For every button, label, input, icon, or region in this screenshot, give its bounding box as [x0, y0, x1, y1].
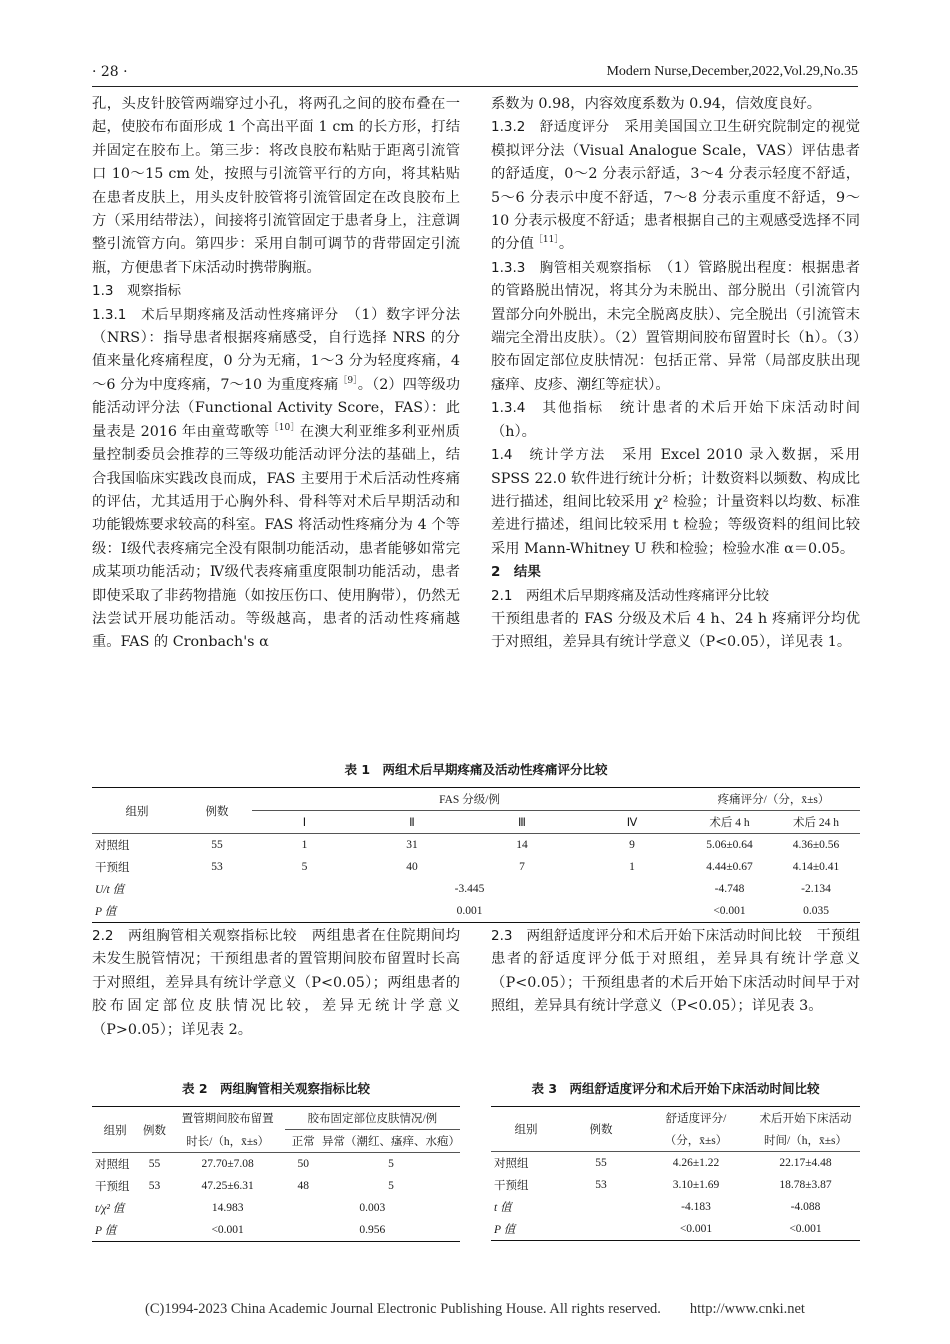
- paragraph: 1.3.3 胸管相关观察指标 （1）管路脱出程度：根据患者的管路脱出情况，将其分为未脱出、部分脱出（引流管内置部分向外脱出，未完全脱离皮肤）、完全脱出（引流管末端完全滑出皮肤）。（2）置管期间胶布留置时长（h）。（3）胶布固定部位皮肤情况：包括正常、异常（局部皮肤出现瘙痒、皮疹、潮红等症状）。: [491, 259, 860, 393]
- subsection-heading: 1.3.1 术后早期疼痛及活动性疼痛评分: [92, 306, 339, 323]
- left-column-top: [92, 93, 460, 655]
- journal-info: Modern Nurse,December,2022,Vol.29,No.35: [606, 64, 858, 79]
- subsection-heading: 1.3.4 其他指标: [491, 400, 604, 417]
- table2-caption: 表 2 两组胸管相关观察指标比较: [181, 1081, 371, 1096]
- col-header: 例数: [205, 805, 229, 818]
- section-heading: 1.3 观察指标: [92, 283, 181, 300]
- subsection-heading: 1.3.2 舒适度评分: [491, 119, 610, 136]
- table-row: P 值 <0.001 <0.001: [491, 1218, 860, 1241]
- col-header: Ⅰ: [302, 817, 307, 829]
- paragraph: 干预组患者的 FAS 分级及术后 4 h、24 h 疼痛评分均优于对照组，差异具有统计学意义（P<0.05），详见表 1。: [491, 610, 860, 651]
- table-row: 对照组 55 27.70±7.08 50 5: [95, 1158, 394, 1171]
- subsection-heading: 2.2 两组胸管相关观察指标比较: [92, 928, 297, 944]
- table-row: 干预组 53 5 40 7 1 4.44±0.67 4.14±0.41: [95, 861, 840, 874]
- table1-caption: 表 1 两组术后早期疼痛及活动性疼痛评分比较: [344, 762, 608, 777]
- paragraph: 1.3.2 舒适度评分 采用美国国立卫生研究院制定的视觉模拟评分法（Visual Analogue Scale，VAS）评估患者的舒适度，0～2 分表示舒适，3～4 分表示轻度不舒适，5～6 分表示中度不舒适，7～8 分表示重度不舒适，9～10 分表示极度不舒适；患者根据自己的主观感受选择不同的分值$^{[11]}$。: [491, 119, 860, 253]
- table-row: 干预组 53 3.10±1.69 18.78±3.87: [494, 1179, 832, 1192]
- col-header: 疼痛评分/（分，x̄±s）: [687, 788, 860, 811]
- col-header: 组别: [125, 805, 149, 818]
- paragraph: 孔，头皮针胶管两端穿过小孔，将两孔之间的胶布叠在一起，使胶布布面形成 1 个高出平面 1 cm 的长方形，打结并固定在胶布上。第三步：将改良胶布粘贴于距离引流管口 10～15 cm 处，按照与引流管平行的方向，将其粘贴在患者皮肤上，用头皮针胶管将引流管固定在改良胶布上方（采用结带法），间接将引流管固定于患者身上，注意调整引流管方向。第四步：采用自制可调节的背带固定引流瓶，方便患者下床活动时携带胸瓶。: [92, 96, 460, 276]
- citation: ［10］: [269, 422, 300, 433]
- subsection-heading: 1.4 统计学方法: [491, 447, 606, 464]
- col-header: 术后 4 h: [709, 817, 750, 829]
- table3: 组别 例数 舒适度评分/ 术后开始下床活动 （分，x̄±s） 时间/（h，x̄±s） 对照组 55 4.26±1.22 22.17±4.48 干预组 53 3.10±1.69 18.78±3.87 t 值 -4.183 -4.088 P 值 <0.001 <0.001: [491, 1106, 860, 1241]
- col-header: FAS 分级/例: [252, 788, 687, 811]
- right-column-bottom: [491, 925, 860, 1019]
- running-header: [92, 54, 858, 84]
- table-row: P 值 <0.001 0.956: [92, 1219, 460, 1242]
- paragraph: 2.3 两组舒适度评分和术后开始下床活动时间比较 干预组患者的舒适度评分低于对照组，差异具有统计学意义（P<0.05）；干预组患者的术后开始下床活动时间早于对照组，差异具有统计学意义（P<0.05）；详见表 3。: [491, 928, 860, 1015]
- citation: ［9］: [338, 376, 358, 387]
- paragraph: 1.4 统计学方法 采用 Excel 2010 录入数据，采用 SPSS 22.0 软件进行统计分析；计数资料以频数、构成比进行描述，组间比较采用 χ² 检验；计量资料以均数、标准差进行描述，组间比较采用 t 检验；等级资料的组间比较采用 Mann-Whitney U 秩和检验；检验水准 α＝0.05。: [491, 447, 860, 557]
- col-header: Ⅱ: [409, 817, 415, 829]
- paragraph: 1.3.1 术后早期疼痛及活动性疼痛评分 （1）数字评分法（NRS）：指导患者根据疼痛感受，自行选择 NRS 的分值来量化疼痛程度，0 分为无痛，1～3 分为轻度疼痛，4～6 分为中度疼痛，7～10 为重度疼痛$^{[9]}$。（2）四等级功能活动评分法（Functional Activity Score，FAS）：此量表是 2016 年由童莺歌等$^{[10]}$在澳大利亚维多利亚州质量控制委员会推荐的三等级功能活动评分法的基础上，结合我国临床实践改良而成，FAS 主要用于术后活动性疼痛的评估，尤其适用于心胸外科、骨科等对术后早期活动和功能锻炼要求较高的科室。FAS 将活动性疼痛分为 4 个等级：Ⅰ级代表疼痛完全没有限制功能活动，患者能够如常完成某项功能活动；Ⅳ级代表疼痛重度限制功能活动，患者即使采取了非药物措施（如按压伤口、使用胸带），仍然无法尝试开展功能活动。等级越高，患者的活动性疼痛越重。FAS 的 Cronbach's α: [92, 306, 460, 651]
- col-header: 术后 24 h: [793, 817, 839, 829]
- paragraph: 系数为 0.98，内容效度系数为 0.94，信效度良好。: [491, 96, 822, 112]
- left-column-bottom: [92, 925, 460, 1042]
- subsection-heading: 2.1 两组术后早期疼痛及活动性疼痛评分比较: [491, 587, 769, 604]
- table3-caption: 表 3 两组舒适度评分和术后开始下床活动时间比较: [531, 1081, 820, 1096]
- table-row: 对照组 55 4.26±1.22 22.17±4.48: [494, 1157, 832, 1170]
- right-column-top: [491, 93, 860, 655]
- table1: [92, 787, 860, 923]
- table-row: P 值 0.001 <0.001 0.035: [92, 900, 860, 923]
- header-rule: [92, 86, 858, 87]
- citation: ［11］: [533, 235, 559, 246]
- table2: 组别 例数 置管期间胶布留置 胶布固定部位皮肤情况/例 时长/（h，x̄±s） 正常 异常（潮红、瘙痒、水疱） 对照组 55 27.70±7.08 50 5 干预组 53 47.25±6.31 48 5 t/χ² 值 14.983 0.003 P 值 <0.001 0.956: [92, 1106, 460, 1242]
- table-row: 干预组 53 47.25±6.31 48 5: [95, 1180, 394, 1193]
- col-header: Ⅳ: [626, 817, 638, 829]
- table-row: t 值 -4.183 -4.088: [494, 1201, 821, 1214]
- copyright-footer: (C)1994-2023 China Academic Journal Electronic Publishing House. All rights reserved. http://www.cnki.net: [145, 1301, 805, 1317]
- table-row: U/t 值 -3.445 -4.748 -2.134: [95, 883, 831, 896]
- table-row: t/χ² 值 14.983 0.003: [95, 1202, 386, 1215]
- subsection-heading: 1.3.3 胸管相关观察指标: [491, 259, 652, 276]
- subsection-heading: 2.3 两组舒适度评分和术后开始下床活动时间比较: [491, 928, 802, 944]
- table-row: 对照组 55 1 31 14 9 5.06±0.64 4.36±0.56: [95, 839, 840, 852]
- paragraph: 2.2 两组胸管相关观察指标比较 两组患者在住院期间均未发生脱管情况；干预组患者的置管期间胶布留置时长高于对照组，差异具有统计学意义（P<0.05）；两组患者的胶布固定部位皮肤情况比较，差异无统计学意义（P>0.05）；详见表 2。: [92, 928, 460, 1038]
- page-number: · 28 ·: [92, 64, 128, 80]
- col-header: Ⅲ: [518, 817, 526, 829]
- paragraph: 1.3.4 其他指标 统计患者的术后开始下床活动时间（h）。: [491, 400, 860, 440]
- section-heading: 2 结果: [491, 564, 541, 581]
